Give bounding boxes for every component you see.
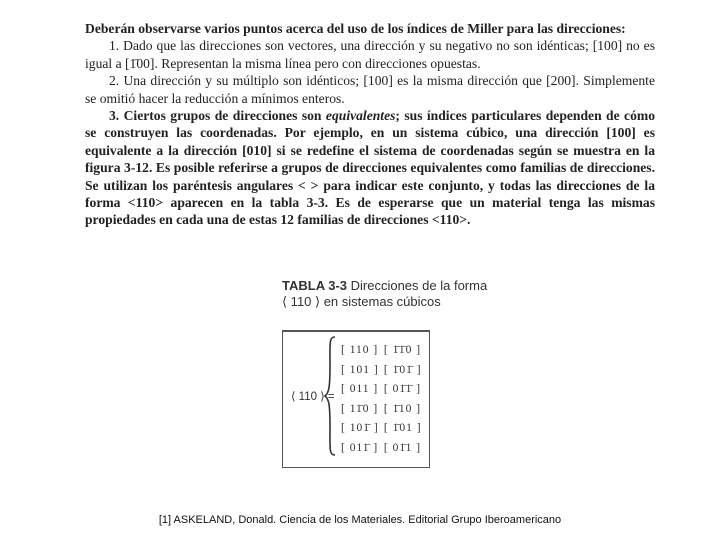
point-3-bold-term: familias de direcciones [520,160,652,176]
table-label: TABLA 3-3 [282,278,347,293]
directions-table [282,330,430,468]
direction-cell: [ 11̄0 ] [341,402,379,415]
intro-paragraph: Deberán observarse varios puntos acerca del uso de los índices de Miller para las direcciones: [85,21,626,36]
direction-cell: [ 1̄10 ] [383,402,422,415]
table-top-rule [283,331,429,336]
direction-cell: [ 01̄1 ] [383,441,422,454]
point-1-paragraph: 1. Dado que las direcciones son vectores, una dirección y su negativo no son idénticas; [100] no es igual a [1̄00]. Representan la misma línea pero con direcciones opuestas. [85,38,655,71]
citation-footer: [1] ASKELAND, Donald. Ciencia de los Materiales. Editorial Grupo Iberoamericano [158,514,562,526]
table-row [341,439,424,459]
direction-cell: [ 011̄ ] [341,441,379,454]
table-row [341,380,424,400]
direction-cell: [ 1̄01̄ ] [383,363,422,376]
point-2-paragraph: 2. Una dirección y su múltiplo son idénticos; [100] es la misma dirección que [200]. Simplemente se omitió hacer la reducción a mínimos enteros. [85,73,655,106]
point-3-text-b: ; sus índices particulares dependen de cómo se construyen las coordenadas. Por ejemplo, en un sistema cúbico, una dirección [100] es equivalente a la dirección [010] si se redefine el sistema de coordenadas según se muestra en la figura 3-12. Es posible referirse a grupos de direcciones equivalentes como [85,108,656,176]
curly-brace-icon [323,335,337,457]
direction-cell: [ 1̄1̄0 ] [383,344,422,356]
point-3-paragraph [85,107,655,229]
direction-rows [341,341,424,458]
direction-cell: [ 101 ] [341,363,379,376]
table-row [341,341,424,361]
direction-cell: [ 110 ] [341,344,379,356]
direction-cell: [ 1̄01 ] [383,422,422,434]
table-caption [282,278,487,310]
direction-cell: [ 101̄ ] [341,422,379,434]
scanned-text-block [85,20,655,229]
point-3-text-a: 3. Ciertos grupos de direcciones son [109,108,326,124]
table-row [341,361,424,381]
point-3-emphasis: equivalentes [325,108,396,124]
direction-cell: [ 011 ] [341,383,379,395]
table-title-line2: ⟨ 110 ⟩ en sistemas cúbicos [282,294,441,309]
table-row [341,400,424,420]
family-notation: ⟨ 110 ⟩ = [291,391,335,403]
table-title-line1: Direcciones de la forma [350,278,488,293]
direction-cell: [ 01̄1̄ ] [383,383,422,395]
table-row [341,419,424,439]
point-3-text-c: . Se utilizan los paréntesis angulares < > para indicar este conjunto, y todas las direcciones de la forma <110> aparecen en la tabla 3-3. Es de esperarse que un material tenga las mismas propiedades en cada una de estas 12 familias de direcciones <110>. [85,160,656,228]
